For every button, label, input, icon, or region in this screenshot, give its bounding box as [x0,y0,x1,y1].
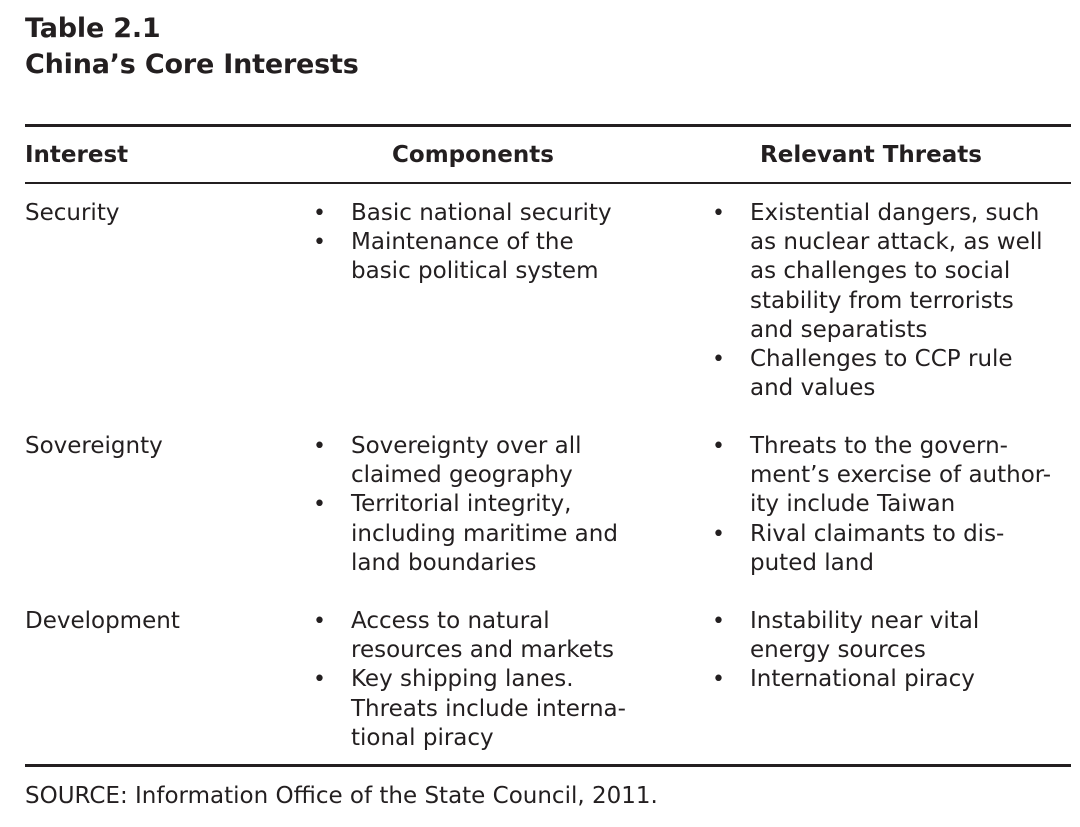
line-text: ment’s exercise of author- [750,462,1052,489]
table-top-rule [25,124,1071,127]
line-text: as challenges to social [750,258,1011,285]
line-text: Territorial integrity, [351,491,572,518]
line-text: tional piracy [351,724,494,751]
line-text: stability from terrorists [750,287,1014,314]
table-title: China’s Core Interests [25,49,359,80]
threats-list [712,199,1052,403]
line-text: Challenges to CCP rule [750,346,1013,373]
list-item [712,665,1052,694]
list-item [712,432,1052,520]
list-item [313,432,653,490]
list-item [712,345,1052,403]
list-item [313,607,653,665]
line-text: land boundaries [351,549,537,576]
line-text: Basic national security [351,200,612,226]
line-text: Rival claimants to dis- [750,520,1005,547]
line-text: Access to natural [351,608,550,634]
line-text: including maritime and [351,520,618,547]
line-text: and separatists [750,316,928,343]
line-text: Threats to the govern- [750,433,1008,459]
line-text: puted land [750,549,874,576]
list-item [712,199,1052,345]
line-text: Threats include interna- [351,695,626,722]
row-label: Security [25,200,120,226]
line-text: Existential dangers, such [750,200,1040,226]
line-text: as nuclear attack, as well [750,229,1043,256]
line-text: International piracy [750,666,975,693]
list-item [313,228,653,286]
components-list [313,199,653,287]
components-list [313,607,653,753]
threats-list [712,607,1052,695]
header-rule [25,182,1071,184]
line-text: and values [750,375,876,402]
list-item [712,520,1052,578]
line-text: Maintenance of the [351,229,574,256]
line-text: Sovereignty over all [351,433,582,459]
row-label: Development [25,608,180,634]
column-header-interest: Interest [25,142,129,168]
threats-list [712,432,1052,578]
components-list [313,432,653,578]
line-text: Key shipping lanes. [351,666,574,693]
column-header-components: Components [392,142,554,168]
source-note: SOURCE: Information Office of the State Council, 2011. [25,783,658,809]
table-bottom-rule [25,764,1071,767]
list-item [313,199,653,228]
list-item [712,607,1052,665]
line-text: energy sources [750,637,926,664]
line-text: Instability near vital [750,608,980,634]
table-label: Table 2.1 [25,13,161,44]
line-text: ity include Taiwan [750,491,956,518]
line-text: basic political system [351,258,599,285]
list-item [313,665,653,753]
list-item [313,490,653,578]
row-label: Sovereignty [25,433,163,459]
line-text: claimed geography [351,462,573,489]
column-header-relevant-threats: Relevant Threats [760,142,982,168]
line-text: resources and markets [351,637,614,664]
